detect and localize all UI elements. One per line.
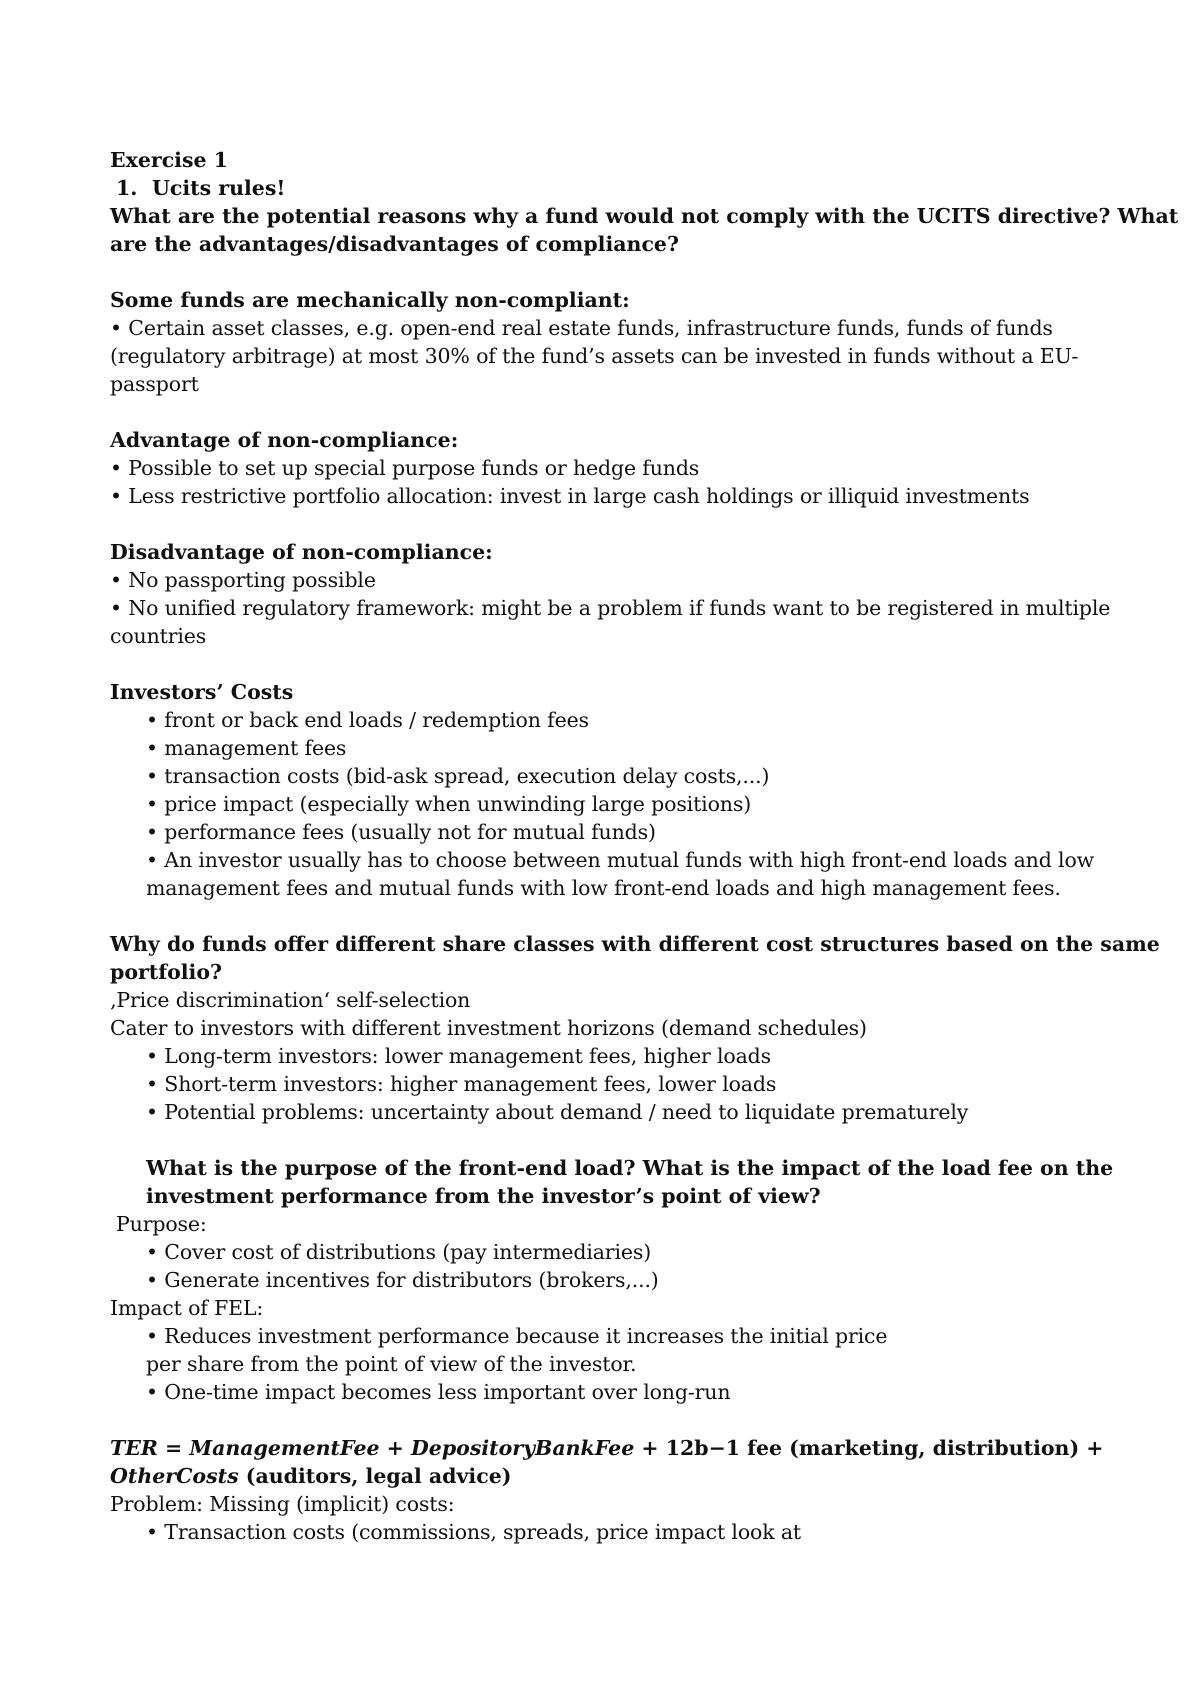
list-item-text: Ucits rules!	[152, 176, 286, 200]
numbered-list-item	[110, 174, 1100, 202]
depository-bank-fee-term: DepositoryBankFee	[411, 1436, 635, 1460]
other-costs-term: OtherCosts	[110, 1464, 239, 1488]
section-heading: Some funds are mechanically non-compliant:	[110, 288, 630, 312]
section-heading: Disadvantage of non-compliance:	[110, 540, 493, 564]
paragraph-line: countries	[110, 624, 207, 648]
bullet-item: • management fees	[146, 736, 347, 760]
question-line: are the advantages/disadvantages of compliance?	[110, 232, 679, 256]
ter-term: TER	[110, 1436, 158, 1460]
bullet-item: • transaction costs (bid-ask spread, execution delay costs,...)	[146, 764, 770, 788]
equals-sign: =	[157, 1436, 190, 1460]
plus-sign: +	[379, 1436, 411, 1460]
label-line: Purpose:	[116, 1212, 207, 1236]
bullet-item: • An investor usually has to choose between mutual funds with high front-end loads and low	[146, 848, 1095, 872]
section-heading: Advantage of non-compliance:	[110, 428, 459, 452]
exercise-title: Exercise 1	[110, 148, 228, 172]
bullet-item: • Less restrictive portfolio allocation: invest in large cash holdings or illiquid investments	[110, 484, 1030, 508]
question-line: investment performance from the investor’s point of view?	[146, 1184, 821, 1208]
bullet-item: • Short-term investors: higher management fees, lower loads	[146, 1072, 777, 1096]
paragraph-line: • Certain asset classes, e.g. open-end real estate funds, infrastructure funds, funds of funds	[110, 316, 1053, 340]
paragraph-line: Cater to investors with different investment horizons (demand schedules)	[110, 1016, 867, 1040]
question-line: Why do funds offer different share classes with different cost structures based on the same	[110, 932, 1160, 956]
bullet-item: • No passporting possible	[110, 568, 376, 592]
bullet-item: • Possible to set up special purpose funds or hedge funds	[110, 456, 700, 480]
ter-formula-line	[110, 1434, 1104, 1462]
document-page	[110, 146, 1179, 1546]
bullet-item: • Long-term investors: lower management fees, higher loads	[146, 1044, 772, 1068]
ter-formula-line	[110, 1462, 1100, 1490]
question-line: What are the potential reasons why a fund would not comply with the UCITS directive? What	[110, 204, 1179, 228]
bullet-item-continued: per share from the point of view of the investor.	[146, 1352, 637, 1376]
question-line: portfolio?	[110, 960, 223, 984]
bullet-item: • Cover cost of distributions (pay intermediaries)	[146, 1240, 652, 1264]
bullet-item: • Transaction costs (commissions, spreads, price impact look at	[146, 1520, 801, 1544]
bullet-item: • price impact (especially when unwinding large positions)	[146, 792, 752, 816]
bullet-item: • No unified regulatory framework: might be a problem if funds want to be registered in multiple	[110, 596, 1111, 620]
label-line: Impact of FEL:	[110, 1296, 264, 1320]
question-line: What is the purpose of the front-end load? What is the impact of the load fee on the	[146, 1156, 1114, 1180]
paragraph-line: ‚Price discrimination‘ self-selection	[110, 988, 471, 1012]
list-number: 1.	[116, 176, 138, 200]
paragraph-line: (regulatory arbitrage) at most 30% of the fund’s assets can be invested in funds without a EU-	[110, 344, 1079, 368]
formula-rest: + 12b−1 fee (marketing, distribution) +	[634, 1436, 1104, 1460]
bullet-item: • Potential problems: uncertainty about demand / need to liquidate prematurely	[146, 1100, 969, 1124]
management-fee-term: ManagementFee	[189, 1436, 380, 1460]
section-heading: Investors’ Costs	[110, 680, 294, 704]
bullet-item: • front or back end loads / redemption fees	[146, 708, 589, 732]
bullet-item-continued: management fees and mutual funds with low front-end loads and high management fees.	[146, 876, 1061, 900]
paragraph-line: passport	[110, 372, 199, 396]
paragraph-line: Problem: Missing (implicit) costs:	[110, 1492, 455, 1516]
bullet-item: • performance fees (usually not for mutual funds)	[146, 820, 656, 844]
bullet-item: • One-time impact becomes less important over long-run	[146, 1380, 731, 1404]
formula-rest: (auditors, legal advice)	[238, 1464, 512, 1488]
bullet-item: • Reduces investment performance because it increases the initial price	[146, 1324, 888, 1348]
bullet-item: • Generate incentives for distributors (brokers,...)	[146, 1268, 659, 1292]
